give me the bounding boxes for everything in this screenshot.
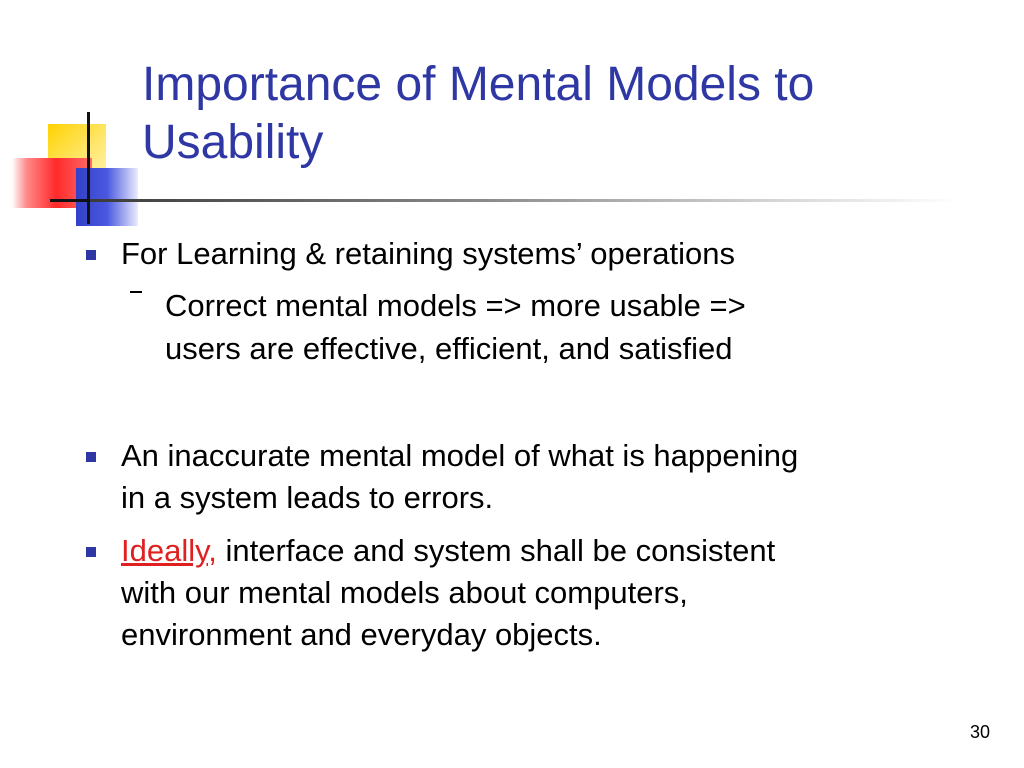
bullet-square-icon <box>86 250 96 260</box>
bullet-square-icon <box>86 452 96 462</box>
sub-bullet-dash-icon <box>130 291 142 293</box>
page-number: 30 <box>969 722 990 742</box>
sub-bullet-line-2: users are effective, efficient, and satisfied <box>165 331 733 366</box>
bullet-3-line-1 <box>121 530 775 571</box>
bullet-square-icon <box>86 547 96 557</box>
slide-title-line-1: Importance of Mental Models to <box>142 58 815 111</box>
bullet-3-line-3: environment and everyday objects. <box>121 617 602 652</box>
bullet-2-line-2: in a system leads to errors. <box>121 480 494 515</box>
ideally-highlight: Ideally, <box>121 533 217 568</box>
bullet-3-line-2: with our mental models about computers, <box>121 575 688 610</box>
slide-title-line-2: Usability <box>142 116 324 169</box>
sub-bullet-line-1: Correct mental models => more usable => <box>165 288 746 323</box>
bullet-1-text: For Learning & retaining systems’ operations <box>121 236 735 271</box>
bullet-3-line-1-rest: interface and system shall be consistent <box>216 533 776 568</box>
bullet-2-line-1: An inaccurate mental model of what is happening <box>121 438 799 473</box>
